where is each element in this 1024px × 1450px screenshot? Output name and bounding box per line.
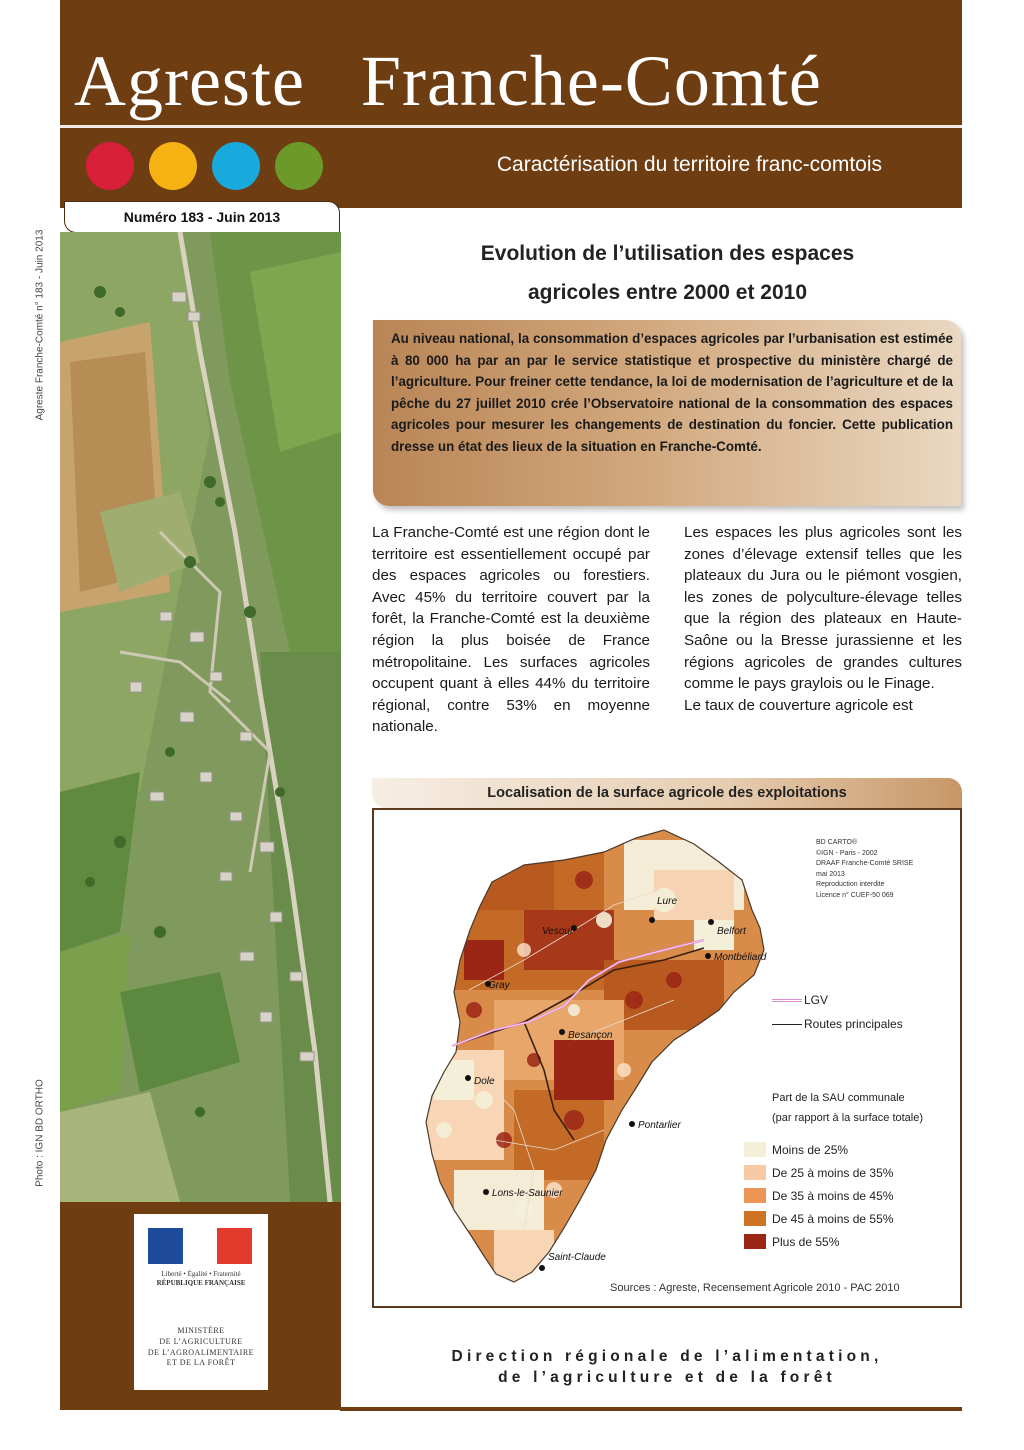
legend-class: De 25 à moins de 35%	[744, 1161, 893, 1184]
masthead	[60, 0, 962, 208]
map-figure	[372, 808, 962, 1308]
map-credits: BD CARTO® ©IGN - Paris - 2002 DRAAF Franche-Comté SRISE mai 2013 Reproduction interdite Licence n° CUEF-50 069	[816, 839, 914, 899]
city-saint-claude: Saint-Claude	[548, 1252, 606, 1263]
city-dole: Dole	[474, 1076, 495, 1087]
city-pontarlier: Pontarlier	[638, 1120, 681, 1131]
aerial-photo	[60, 232, 341, 1202]
city-belfort: Belfort	[717, 926, 746, 937]
republique-francaise: Liberté • Égalité • Fraternité RÉPUBLIQUE FRANÇAISE	[156, 1270, 246, 1288]
bottom-divider	[340, 1407, 962, 1411]
city-lons-le-saunier: Lons-le-Saunier	[492, 1188, 563, 1199]
ministry-logo	[134, 1214, 268, 1390]
issue-label: Numéro 183 - Juin 2013	[64, 201, 340, 233]
legend-lgv: LGV	[772, 988, 903, 1012]
city-montbeliard: Montbéliard	[714, 952, 767, 963]
class-legend	[744, 1138, 893, 1253]
map-sources: Sources : Agreste, Recensement Agricole 2010 - PAC 2010	[610, 1282, 900, 1294]
city-vesoul: Vesoul	[542, 926, 573, 937]
legend-roads: Routes principales	[772, 1012, 903, 1036]
city-gray: Gray	[488, 980, 510, 991]
city-lure: Lure	[657, 896, 678, 907]
brand-title	[74, 40, 822, 123]
french-flag	[148, 1228, 252, 1264]
intro-text: Au niveau national, la consommation d’espaces agricoles par l’urbanisation est estimée à 80 000 ha par an par le service statistique et prospective du ministère chargé de l’agriculture. Pour freiner cette tendance, la loi de modernisation de l’agriculture et de la pêche du 27 juillet 2010 crée l’Observatoire national de la consommation des espaces agricoles pour mesurer les changements de destination du foncier. Cette publication dresse un état des lieux de la situation en Franche-Comté.	[391, 331, 953, 454]
legend-class: Moins de 25%	[744, 1138, 893, 1161]
side-credit: Agreste Franche-Comté n° 183 - Juin 2013	[34, 229, 46, 421]
legend-title: Part de la SAU communale (par rapport à la surface totale)	[772, 1092, 924, 1124]
color-dots	[86, 142, 323, 190]
text-column-1: La Franche-Comté est une région dont le territoire est essentiellement occupé par des espaces agricoles ou forestiers. Avec 45% du territoire couvert par la forêt, la Franche-Comté est la deuxième région la plus boisée de France métropolitaine. Les surfaces agricoles occupent quant à elles 44% du territoire régional, contre 53% en moyenne nationale.	[372, 524, 650, 736]
ministry-footer	[60, 1202, 341, 1410]
dot-green	[275, 142, 323, 190]
text-column-2: Les espaces les plus agricoles sont les zones d’élevage extensif telles que les plateaux du Jura ou le piémont vosgien, les zones de polyculture-élevage telles que la région des plateaux en Haute-Saône ou la Bresse jurassienne et les régions agricoles de grandes cultures comme le pays graylois ou le Finage. Le taux de couverture agricole est	[684, 524, 962, 714]
brand-part2: Franche-Comté	[360, 41, 822, 121]
article-title: Evolution de l’utilisation des espaces agricoles entre 2000 et 2010	[480, 242, 855, 304]
header-divider	[60, 125, 962, 128]
city-besancon: Besançon	[568, 1030, 613, 1041]
legend-class: De 45 à moins de 55%	[744, 1207, 893, 1230]
dot-red	[86, 142, 134, 190]
legend-class: De 35 à moins de 45%	[744, 1184, 893, 1207]
dot-blue	[212, 142, 260, 190]
photo-credit: Photo : IGN BD ORTHO	[34, 1078, 46, 1187]
map-title: Localisation de la surface agricole des exploitations	[372, 778, 962, 808]
draaf-name: Direction régionale de l’alimentation, de l’agriculture et de la forêt	[451, 1348, 883, 1386]
tagline: Caractérisation du territoire franc-comtois	[496, 153, 882, 176]
ministry-name: MINISTÈRE DE L’AGRICULTURE DE L’AGROALIMENTAIRE ET DE LA FORÊT	[147, 1326, 255, 1368]
intro-box	[373, 320, 961, 506]
brand-part1: Agreste	[74, 41, 305, 121]
legend-class: Plus de 55%	[744, 1230, 893, 1253]
line-legend	[772, 988, 903, 1036]
dot-yellow	[149, 142, 197, 190]
